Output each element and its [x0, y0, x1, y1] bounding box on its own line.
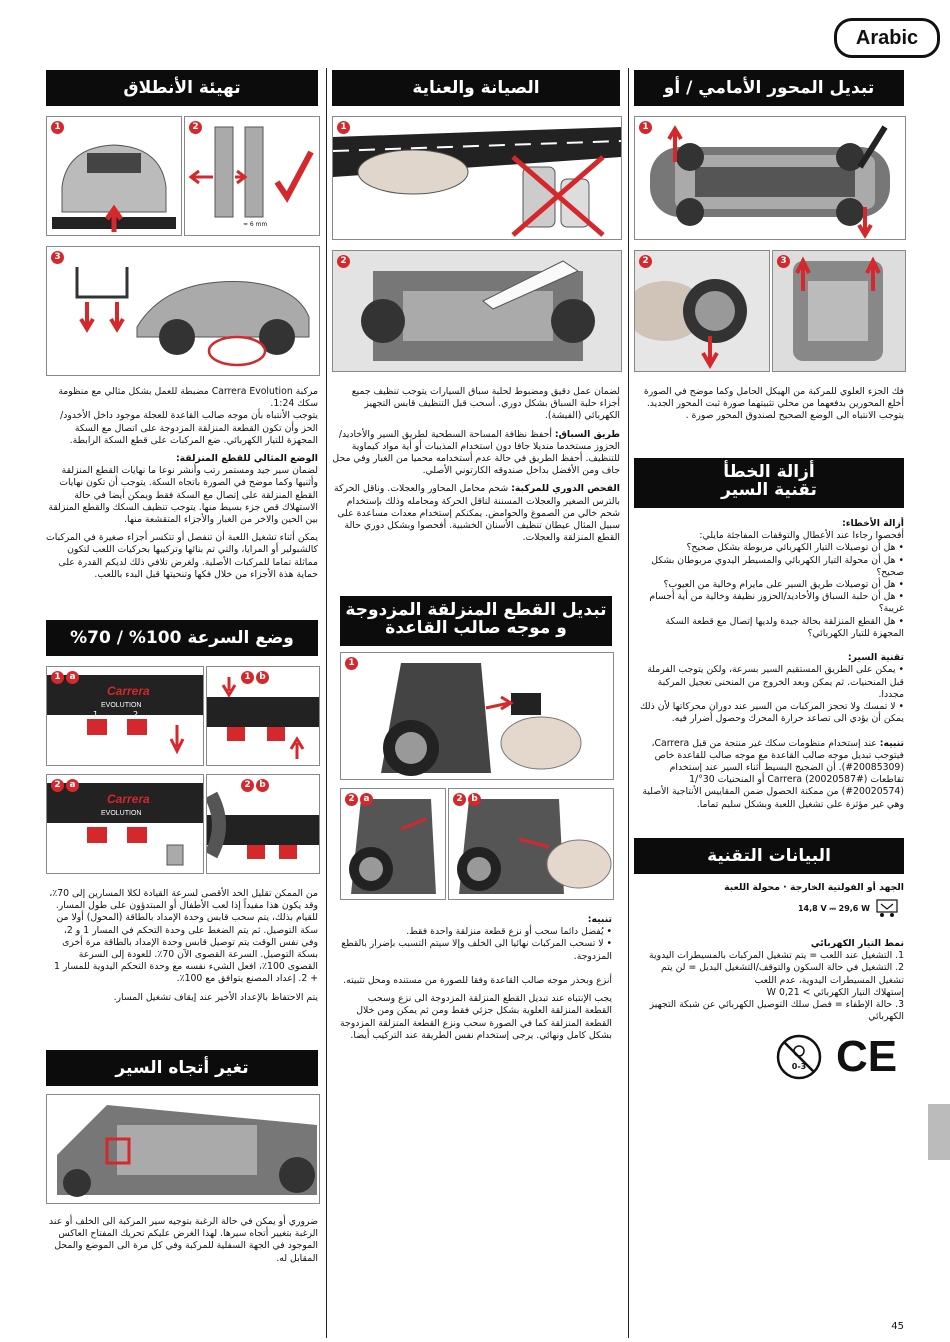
car-front-photo [46, 116, 182, 236]
step-badge: b [256, 671, 269, 684]
page-number: 45 [891, 1321, 904, 1332]
step-badge: a [360, 793, 373, 806]
step-badge: 2 [345, 793, 358, 806]
language-badge: Arabic [834, 18, 940, 58]
power-mode-text: نمط التيار الكهربائي 1. التشغيل عند اللعب = يتم تشغيل المركبات بالمسيطرات اليدوية 2. التشغيل في حالة السكون والتوقف/التشغيل البديل = لن يتم تشغيل المسيطرات اليدوية، عدم اللعب إستهلاك التيار الكهربائي > 0,21 W 3. حالة الإطفاء = فصل سلك التوصيل الكهربائي عن شبكة التجهيز الكهربائي [649, 938, 904, 1023]
maintenance-title: الصيانة والعناية [332, 70, 620, 106]
step-badge: 1 [51, 671, 64, 684]
lubrication-photo [332, 250, 622, 372]
step-badge: 2 [51, 779, 64, 792]
guide-removal-photo [340, 652, 614, 780]
column-divider [628, 68, 629, 1338]
direction-title: تغير أتجاه السير [46, 1050, 318, 1086]
step-badge: 1 [51, 121, 64, 134]
step-badge: 1 [639, 121, 652, 134]
step-badge: b [256, 779, 269, 792]
step-badge: b [468, 793, 481, 806]
axle-instructions: فك الجزء العلوي للمركبة من الهيكل الحامل وكما موضح في الصورة أخلع المحورين بدفعهما من محلي تثبيتهما صورة ثبت المحور الجديد. يتوجب الانتباه الى الوضع الصحيح لصندوق المحور صورة . [643, 386, 904, 422]
step-badge: 3 [777, 255, 790, 268]
page-side-tab [928, 1104, 950, 1160]
guide-change-title: تبديل القطع المنزلقة المزدوجة و موجه صالب القاعدة [340, 596, 612, 646]
tech-data-title: البيانات التقنية [634, 838, 904, 874]
braid-spread-photo [184, 116, 320, 236]
speed-setup-photo-1b [206, 666, 320, 766]
svg-text:Carrera: Carrera [107, 792, 150, 806]
transformer-icon [874, 898, 900, 918]
axle-install-photo [772, 250, 906, 372]
braid-scale-label: ≈ 6 mm [243, 221, 268, 228]
tech-data-text: الجهد أو الفولتية الخارجة · محولة اللعبة [724, 882, 904, 893]
svg-text:EVOLUTION: EVOLUTION [101, 810, 142, 817]
troubleshooting-text: أزالة الأخطاء: أفحصوا رجاءا عند الأعطال والتوقفات المفاجئة مايلي: • هل أن توصيلات التيار الكهربائي مربوطة بشكل صحيح؟ • هل أن محولة التيار الكهربائي والمسيطر اليدوي مربوطان بشكل صحيح؟ • هل أن توصيلات طريق السير على مايرام وخالية من العيوب؟ • هل أن حلبة السباق والأخاديد/الحزوز نظيفة وخالية من أية أجسام غريبة؟ • هل القطع المنزلقة بحالة جيدة ولديها إتصال مع قطعة السكة المجهزة للتيار الكهربائي؟ تقنية السير: • يمكن على الطريق المستقيم السير بسرعة، ولكن يتوجب الفرملة قبل المنحنيات. ثم يمكن وبعد الخروج من المنحنى تعجيل المركبة مجددا. • لا تمسك ولا تحجز المركبات من السير عند دوران محركاتها لأن ذلك يمكن أن يؤدي الى تصاعد حرارة المحرك وحصول أضرار فيه. تنبيه: عند إستخدام منظومات سكك غير منتجة من قبل Carrera، فيتوجب تبديل موجه صالب القاعدة مع موجه صالب للقاعدة خاص (20085309#). أن الضجيج البسيط أثناء السير عند إستخدام تقاطعات Carrera (20020587#) أو المنحنيات 30°/1 (20020574#) من ممكنة الحصول ضمن المقاييس الأنتاجية الأصلية وهي غير مؤثرة على تشغيل اللعبة وبشكل سليم تماما. [639, 518, 904, 810]
svg-text:Carrera: Carrera [107, 684, 150, 698]
speed-mode-text: من الممكن تقليل الحد الأقصى لسرعة القيادة لكلا المسارين إلى 70٪، وقد يكون هذا مفيداً إذا لعب الأطفال أو المبتدؤون على طول المسار. للقيام بذلك، يتم سحب قابس وحدة الإمداد بالطاقة (المحول) أولا من سكة التوصيل. ثم يتم الضغط على وحدة التحكم في المسار 1 و 2، وفي نفس الوقت يتم توصيل قابس وحدة الإمداد بالطاقة مرة أخرى بسكة التوصيل. السرعة القصوى الآن 70٪. للعودة إلى السرعة القصوى 100٪، افعل الشيء نفسه مع وحدة التحكم اليدوية للمسار 1 + 2. إعداد المصنع يتوافق مع 100٪. يتم الاحتفاظ بالإعداد الأخير عند إيقاف تشغيل المسار. [49, 888, 318, 1003]
speed-setup-photo-2a [46, 774, 204, 874]
axle-hand-photo [634, 250, 770, 372]
step-badge: a [66, 671, 79, 684]
braid-removal-photo-a [340, 788, 446, 900]
svg-text:1: 1 [93, 710, 99, 719]
speed-setup-photo-1a [46, 666, 204, 766]
step-badge: 2 [189, 121, 202, 134]
speed-mode-title: وضع السرعة 100% / 70% [46, 620, 318, 656]
car-side-photo [46, 246, 320, 376]
svg-text:2: 2 [133, 710, 139, 719]
power-rating: 14,8 V ⎓ 29,6 W [797, 904, 870, 913]
troubleshooting-title: أزالة الخطأ تقنية السير [634, 458, 904, 508]
maintenance-text: لضمان عمل دقيق ومضبوط لحلبة سباق السيارات يتوجب تنظيف جميع أجزاء حلبة السباق بشكل دوري. أسحب قبل التنظيف قابس التجهيز الكهربائي (الفيشة). طريق السباق: أحفظ نظافة المساحة السطحية لطريق السير والأخاديد/الحزوز مستخدما منديلا جافا دون استخدام المذيبات أو أية مواد كيماوية للتنظيف. أحفظ الطريق في حالة عدم أستخدامه محميا من الغبار وفي محل جاف ومن الأفضل بداخل صندوقه الكارتوني الأصلي. الفحص الدوري للمركبة: شحم محامل المحاور والعجلات. وناقل الحركة بالترس الصغير والعجلات المسننة لناقل الحركة ومحامله وذلك بإستخدام شحم خالي من الصموغ والحوامض. يمكنكم إستخدام معدات مساعدة على سبيل المثال عيطان تنظيف الأسنان الخشبية. أفحصوا وبشكل دوري حالة القطع المنزلقة والعجلات. [332, 386, 620, 544]
age-warning-icon: 0-3 [776, 1034, 822, 1080]
cleaning-photo [332, 116, 622, 240]
step-badge: a [66, 779, 79, 792]
axle-section-title: تبديل المحور الأمامي / أو [634, 70, 904, 106]
svg-text:EVOLUTION: EVOLUTION [101, 702, 142, 709]
startup-title: تهيئة الأنطلاق [46, 70, 318, 106]
speed-setup-photo-2b [206, 774, 320, 874]
step-badge: 1 [337, 121, 350, 134]
direction-text: ضروري أو يمكن في حالة الرغبة بتوجيه سير المركبة الى الخلف أو عند الرغبة بتغيير أتجاه سيرها. لهذا الغرض عليكم تحريك المفتاح العاكس الموجود في الجهة السفلية للمركبة وفي كل مرة الى الموضع والمحل المقابل له. [49, 1216, 318, 1264]
column-divider [326, 68, 327, 1338]
braid-removal-photo-b [448, 788, 614, 900]
step-badge: 2 [337, 255, 350, 268]
startup-text: مركبة Carrera Evolution مضبطة للعمل بشكل مثالي مع منظومة سكك 1:24. يتوجب الأنتباه بأن موجه صالب القاعدة للعجلة موجود داخل الأخدود/الحز وأن تكون القطعة المنزلقة المزدوجة على اتصال مع السكة المجهزة للتيار الكهربائي. ضع المركبات على قطع السكة الرابطة. الوضع المثالي للقطع المنزلقة: لضمان سير جيد ومستمر رتب وأنشر نوعا ما نهايات القطع المنزلقة وأثنيها وكما موضح في الصورة باتجاه السكة. يتوجب أن تكون نهايات القطع المنزلقة على إتصال مع السكة فقط ويمكن أيضا في حالة الاستهلاك قص جزء بسيط منها. يتوجب تنظيف السكك والقطع المنزلقة بين الحين والاخر من الغبار والأجزاء المتقشعة منها. يمكن أثناء تشغيل اللعبة أن تنفصل أو تتكسر أجزاء صغيرة في المركبات كالشبولير أو المرايا، والتي تم بنائها وتركيبها بحركيات اللعب لتكون مماثلة تماما للمركبات الأصلية. ولغرض تلافي ذلك لديكم القدرة على حماية هذة الأجزاء من خلال فكها وتنحيتها قبل البدء باللعب. [45, 386, 318, 580]
guide-change-text: تنبيه: • يُفضل دائما سحب أو نزع قطعة منزلقة واحدة فقط. • لا تسحب المركبات نهائيا الى الخلف وإلا سيتم التسبب بإضرار بالقطع المزدوجة. أنزع وبحذر موجه صالب القاعدة وفقا للصورة من مستنده ومحل تثبيته. يجب الإنتباه عند تبديل القطع المنزلقة المزدوجة الى نزع وسحب القطعة المنزلقة العلوية بشكل جزئي فقط ومن ثم يمكن ومن خلال القطعة المنزلقة كما في الصورة سحب ونزع القطعة المنزلقة المزدوجة بشكل كامل ونهائي. يرجى إستخدام نفس الطريقة عند التركيب أيضا. [340, 914, 612, 1041]
step-badge: 3 [51, 251, 64, 264]
direction-switch-photo [46, 1094, 320, 1204]
step-badge: 1 [241, 671, 254, 684]
step-badge: 2 [453, 793, 466, 806]
step-badge: 2 [241, 779, 254, 792]
step-badge: 1 [345, 657, 358, 670]
ce-mark: CE [836, 1032, 898, 1081]
chassis-photo [634, 116, 906, 240]
step-badge: 2 [639, 255, 652, 268]
